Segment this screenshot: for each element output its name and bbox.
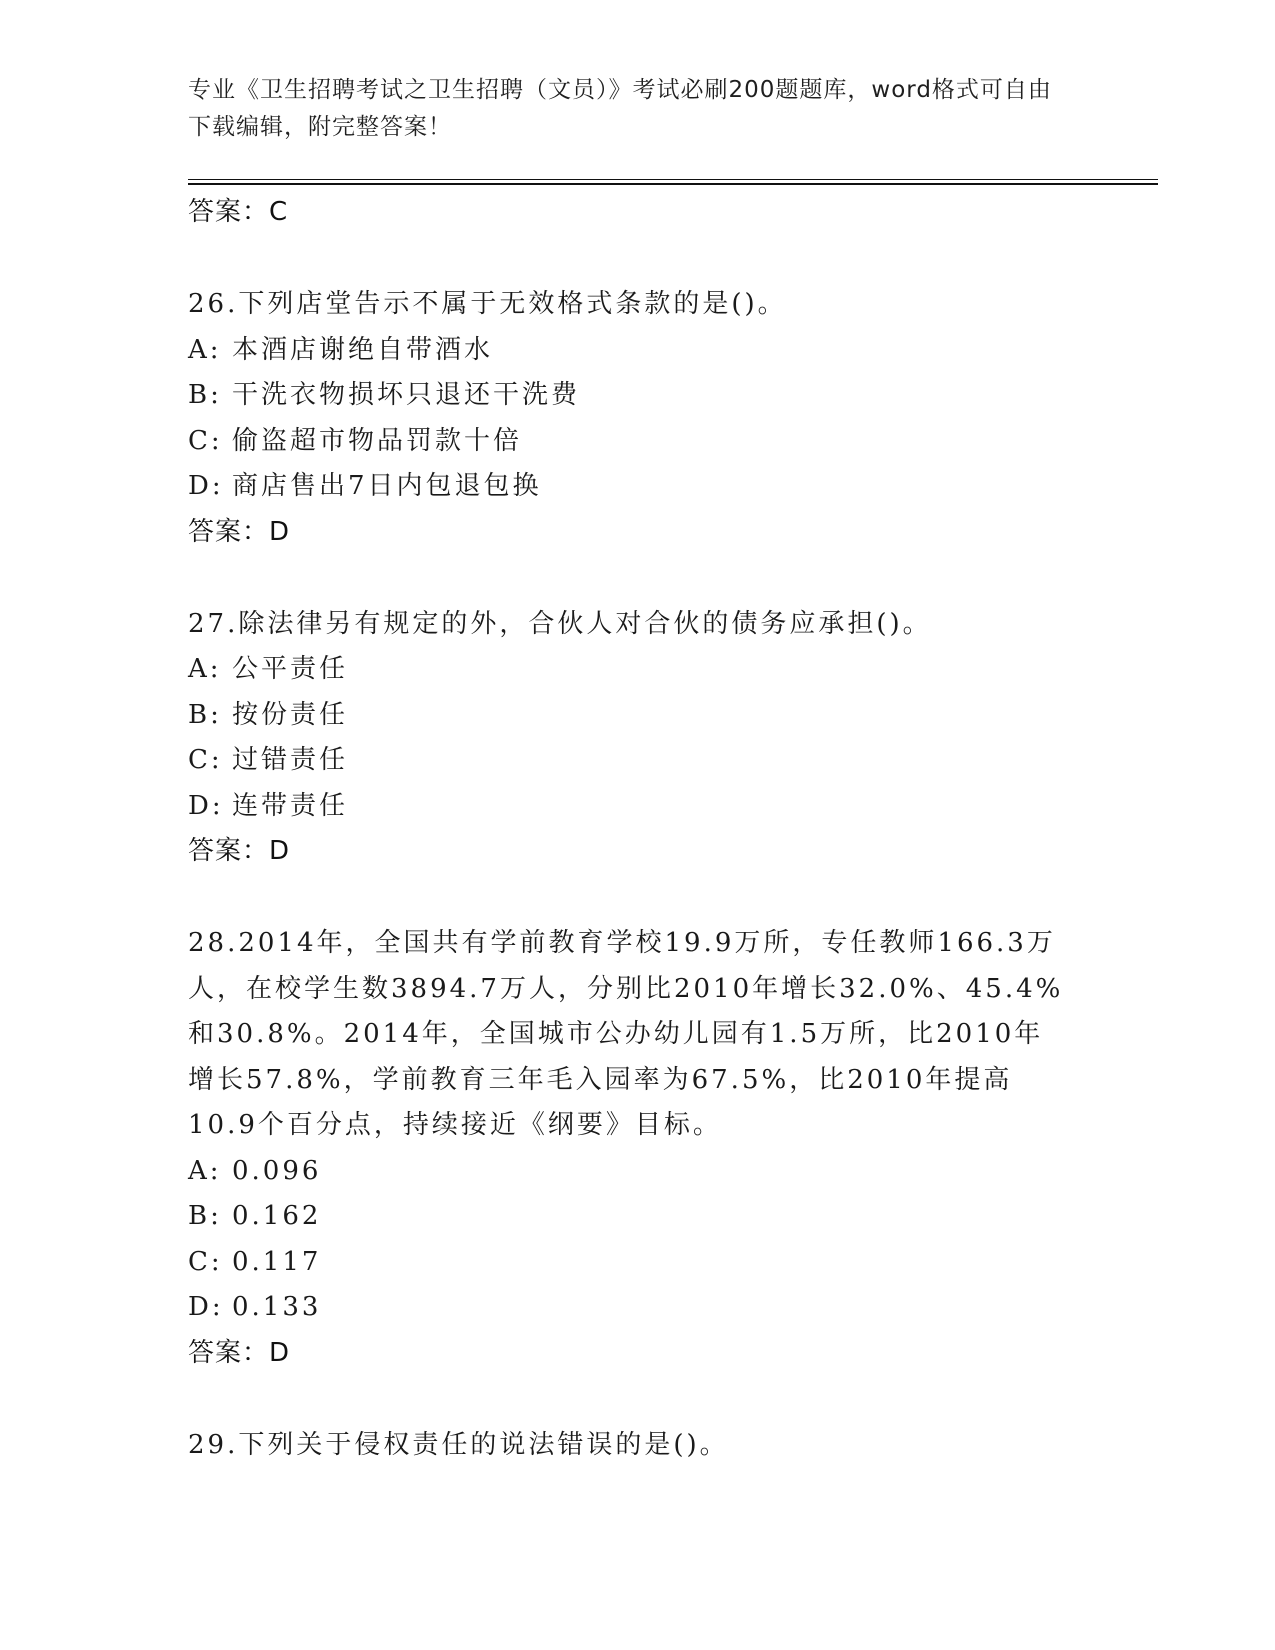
question-text: 29.下列关于侵权责任的说法错误的是()。: [188, 1429, 729, 1460]
question-text: 27.除法律另有规定的外，合伙人对合伙的债务应承担()。: [188, 608, 932, 639]
option-d: [188, 1285, 1068, 1331]
option-c: [188, 419, 1068, 465]
option-key: C:: [188, 425, 223, 456]
page-header: 专业《卫生招聘考试之卫生招聘（文员）》考试必刷200题题库，word格式可自由下载编辑，附完整答案！: [188, 77, 1052, 140]
option-key: D:: [188, 471, 224, 501]
question-list: [188, 190, 1068, 1468]
question-text: 26.下列店堂告示不属于无效格式条款的是()。: [188, 289, 787, 319]
question-block: [188, 602, 1068, 875]
option-key: C:: [188, 1246, 223, 1277]
option-a: [188, 647, 1068, 693]
option-text: 0.117: [232, 1246, 322, 1277]
header-divider: [188, 179, 1158, 180]
option-key: B:: [188, 380, 222, 410]
question-block: [188, 1423, 1068, 1469]
question-text: 28.2014年，全国共有学前教育学校19.9万所，专任教师166.3万人，在校学生数3894.7万人，分别比2010年增长32.0%、45.4%和30.8%。2014年，全国城市公办幼儿园有1.5万所，比2010年增长57.8%，学前教育三年毛入园率为67.5%，比2010年提高10.9个百分点，持续接近《纲要》目标。: [188, 928, 1064, 1140]
question-block: [188, 921, 1068, 1376]
option-text: 本酒店谢绝自带酒水: [232, 334, 494, 365]
option-key: D:: [188, 1292, 224, 1322]
option-key: C:: [188, 745, 223, 775]
option-text: 过错责任: [232, 745, 349, 775]
option-text: 0.133: [232, 1292, 322, 1322]
option-a: [188, 1149, 1068, 1195]
option-text: 0.096: [232, 1155, 322, 1186]
option-key: A:: [188, 334, 222, 365]
question-block: [188, 282, 1068, 555]
option-d: [188, 784, 1068, 830]
header-divider-thick: [188, 183, 1158, 185]
option-text: 偷盗超市物品罚款十倍: [232, 425, 523, 456]
spacer: [188, 555, 1068, 602]
option-c: [188, 738, 1068, 784]
option-b: [188, 693, 1068, 739]
option-key: A:: [188, 654, 222, 684]
option-b: [188, 1194, 1068, 1240]
option-d: [188, 464, 1068, 510]
option-key: D:: [188, 790, 224, 821]
answer-line: 答案：D: [188, 836, 291, 866]
spacer: [188, 1376, 1068, 1423]
spacer: [188, 874, 1068, 921]
option-key: B:: [188, 699, 222, 730]
answer-line: 答案：D: [188, 1337, 291, 1368]
option-text: 公平责任: [232, 654, 349, 684]
option-text: 干洗衣物损坏只退还干洗费: [232, 380, 581, 410]
option-a: [188, 328, 1068, 374]
option-b: [188, 373, 1068, 419]
answer-line: 答案：C: [188, 197, 289, 227]
option-text: 0.162: [232, 1201, 322, 1231]
spacer: [188, 235, 1068, 282]
option-text: 连带责任: [232, 790, 349, 821]
option-c: [188, 1240, 1068, 1286]
answer-line: 答案：D: [188, 516, 291, 547]
option-key: A:: [188, 1155, 222, 1186]
option-text: 商店售出7日内包退包换: [232, 471, 542, 501]
option-text: 按份责任: [232, 699, 349, 730]
option-key: B:: [188, 1201, 222, 1231]
